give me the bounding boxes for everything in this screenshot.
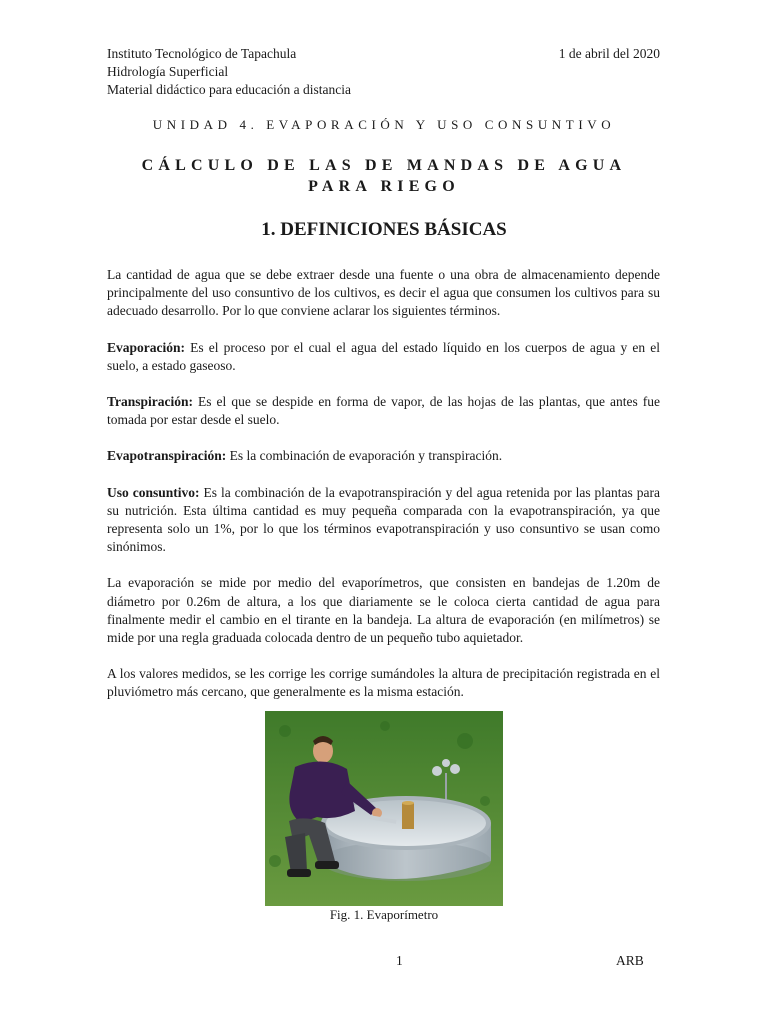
term-transpiracion: Transpiración: <box>107 394 194 410</box>
course-name: Hidrología Superficial <box>107 64 229 79</box>
header-date: 1 de abril del 2020 <box>558 46 660 61</box>
page-number: 1 <box>396 953 403 968</box>
main-title <box>0 155 768 197</box>
definition-evaporacion <box>107 339 660 375</box>
term-evaporacion: Evaporación: <box>107 339 186 355</box>
document-body <box>107 266 660 720</box>
definition-text: Es la combinación de evaporación y transpiración. <box>226 448 503 464</box>
section-title: 1. DEFINICIONES BÁSICAS <box>261 219 507 240</box>
correction-paragraph: A los valores medidos, se les corrige les corrige sumándoles la altura de precipitación registrada en el pluviómetro más cercano, que generalmente es la misma estación. <box>107 666 660 700</box>
material-note: Material didáctico para educación a distancia <box>107 82 352 97</box>
evaporimeter-illustration <box>265 711 503 906</box>
intro-paragraph: La cantidad de agua que se debe extraer desde una fuente o una obra de almacenamiento depende principalmente del uso consuntivo de los cultivos, es decir el agua que consumen los cultivos para su adecuado desarrollo. Por lo que conviene aclarar los siguientes términos. <box>107 267 660 319</box>
main-title-line-1: CÁLCULO DE LAS DE MANDAS DE AGUA <box>141 157 627 174</box>
definition-text: Es la combinación de la evapotranspiración y del agua retenida por las plantas para su nutrición. Esta última cantidad es muy pequeña comparada con la evapotranspiración, ya que representa solo un 1%, por lo que los términos evapotranspiración y uso consuntivo se usan como sinónimos. <box>107 484 661 555</box>
definition-text: Es el que se despide en forma de vapor, de las hojas de las plantas, que antes fue tomada por estar desde el suelo. <box>107 394 660 428</box>
author-initials: ARB <box>616 953 644 968</box>
evaporimeter-photo <box>265 711 503 906</box>
page-header <box>107 45 660 99</box>
definition-uso-consuntivo <box>107 484 660 557</box>
definition-text: Es el proceso por el cual el agua del estado líquido en los cuerpos de agua y en el suelo, a estado gaseoso. <box>107 339 660 373</box>
institution-name: Instituto Tecnológico de Tapachula <box>107 46 297 61</box>
definition-transpiracion <box>107 393 660 429</box>
definition-evapotranspiracion <box>107 447 660 465</box>
main-title-line-2: PARA RIEGO <box>308 178 460 195</box>
unit-title: UNIDAD 4. EVAPORACIÓN Y USO CONSUNTIVO <box>152 117 616 132</box>
measurement-paragraph: La evaporación se mide por medio del evaporímetros, que consisten en bandejas de 1.20m de diámetro por 0.26m de altura, a los que diariamente se le coloca cierta cantidad de agua para finalmente medir el cambio en el tirante en la bandeja. La altura de evaporación (en milímetros) se mide por una regla graduada colocada dentro de un pequeño tubo aquietador. <box>107 575 660 646</box>
term-evapotranspiracion: Evapotranspiración: <box>107 448 227 464</box>
figure-caption: Fig. 1. Evaporímetro <box>329 907 439 922</box>
term-uso-consuntivo: Uso consuntivo: <box>107 484 200 500</box>
